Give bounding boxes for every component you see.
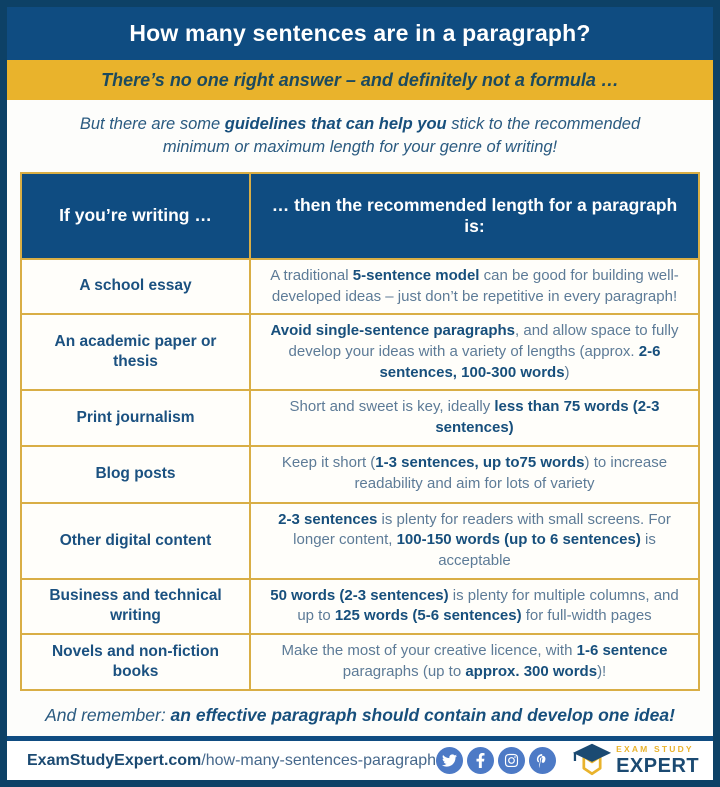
gold-banner: [7, 60, 713, 100]
content-area: [7, 100, 713, 736]
facebook-button[interactable]: [467, 747, 494, 774]
title-bar: [7, 7, 713, 60]
table-row-business-technical: [22, 578, 698, 633]
row-label: A school essay: [22, 260, 251, 313]
table-row-novels: [22, 633, 698, 689]
row-description: 2-3 sentences is plenty for readers with small screens. For longer content, 100-150 words (up to 6 sentences) is acceptable: [278, 510, 671, 570]
pinterest-icon: [535, 753, 550, 768]
row-label: Other digital content: [22, 504, 251, 578]
table-header-col2: … then the recommended length for a paragraph is:: [271, 194, 678, 236]
table-header-row: [22, 174, 698, 258]
table-row-other-digital: [22, 502, 698, 578]
footer-bar: [7, 741, 713, 780]
facebook-icon: [473, 753, 488, 768]
page-title: How many sentences are in a paragraph?: [129, 20, 591, 46]
table-row-school-essay: [22, 258, 698, 313]
row-label: Print journalism: [22, 391, 251, 444]
row-label: Blog posts: [22, 447, 251, 502]
row-description: Avoid single-sentence paragraphs, and allow space to fully develop your ideas with a variety of lengths (approx. 2-6 sentences, 100-300 words): [270, 322, 679, 381]
exam-study-expert-logo[interactable]: [572, 742, 699, 780]
table-header-col1: If you’re writing …: [22, 174, 251, 258]
row-description: Make the most of your creative licence, with 1-6 sentence paragraphs (up to approx. 300 words)!: [281, 642, 668, 681]
row-description: Keep it short (1-3 sentences, up to75 words) to increase readability and aim for lots of variety: [281, 454, 668, 493]
footer-right-group: [436, 742, 701, 780]
table-row-blog-posts: [22, 445, 698, 502]
logo-text: [616, 745, 699, 776]
row-description: A traditional 5-sentence model can be good for building well-developed ideas – just don’t be repetitive in every paragraph!: [270, 266, 679, 305]
instagram-icon: [504, 753, 519, 768]
twitter-icon: [442, 753, 457, 768]
logo-text-bottom: EXPERT: [616, 754, 700, 777]
footer-site-name[interactable]: ExamStudyExpert.com: [27, 751, 202, 769]
table-row-academic-paper: [22, 313, 698, 389]
twitter-button[interactable]: [436, 747, 463, 774]
row-description: Short and sweet is key, ideally less than 75 words (2-3 sentences): [289, 398, 660, 436]
logo-text-top: EXAM STUDY: [616, 744, 694, 755]
intro-paragraph: But there are some guidelines that can help you stick to the recommended minimum or maximum length for your genre of writing!: [79, 115, 641, 157]
row-label: Novels and non-fiction books: [22, 635, 251, 689]
table-row-print-journalism: [22, 389, 698, 444]
graduation-cap-icon: [572, 742, 612, 780]
instagram-button[interactable]: [498, 747, 525, 774]
footer-url[interactable]: [27, 752, 436, 770]
pinterest-button[interactable]: [529, 747, 556, 774]
social-icons: [436, 747, 556, 774]
row-label: Business and technical writing: [22, 580, 251, 633]
row-label: An academic paper or thesis: [22, 315, 251, 389]
banner-subtitle: There’s no one right answer – and definitely not a formula …: [101, 69, 619, 90]
footer-url-path[interactable]: /how-many-sentences-paragraph: [201, 751, 437, 769]
row-description: 50 words (2-3 sentences) is plenty for multiple columns, and up to 125 words (5-6 sentences) for full-width pages: [270, 586, 679, 625]
reminder-line: And remember: an effective paragraph should contain and develop one idea!: [45, 705, 675, 726]
guidelines-table: [20, 172, 700, 691]
